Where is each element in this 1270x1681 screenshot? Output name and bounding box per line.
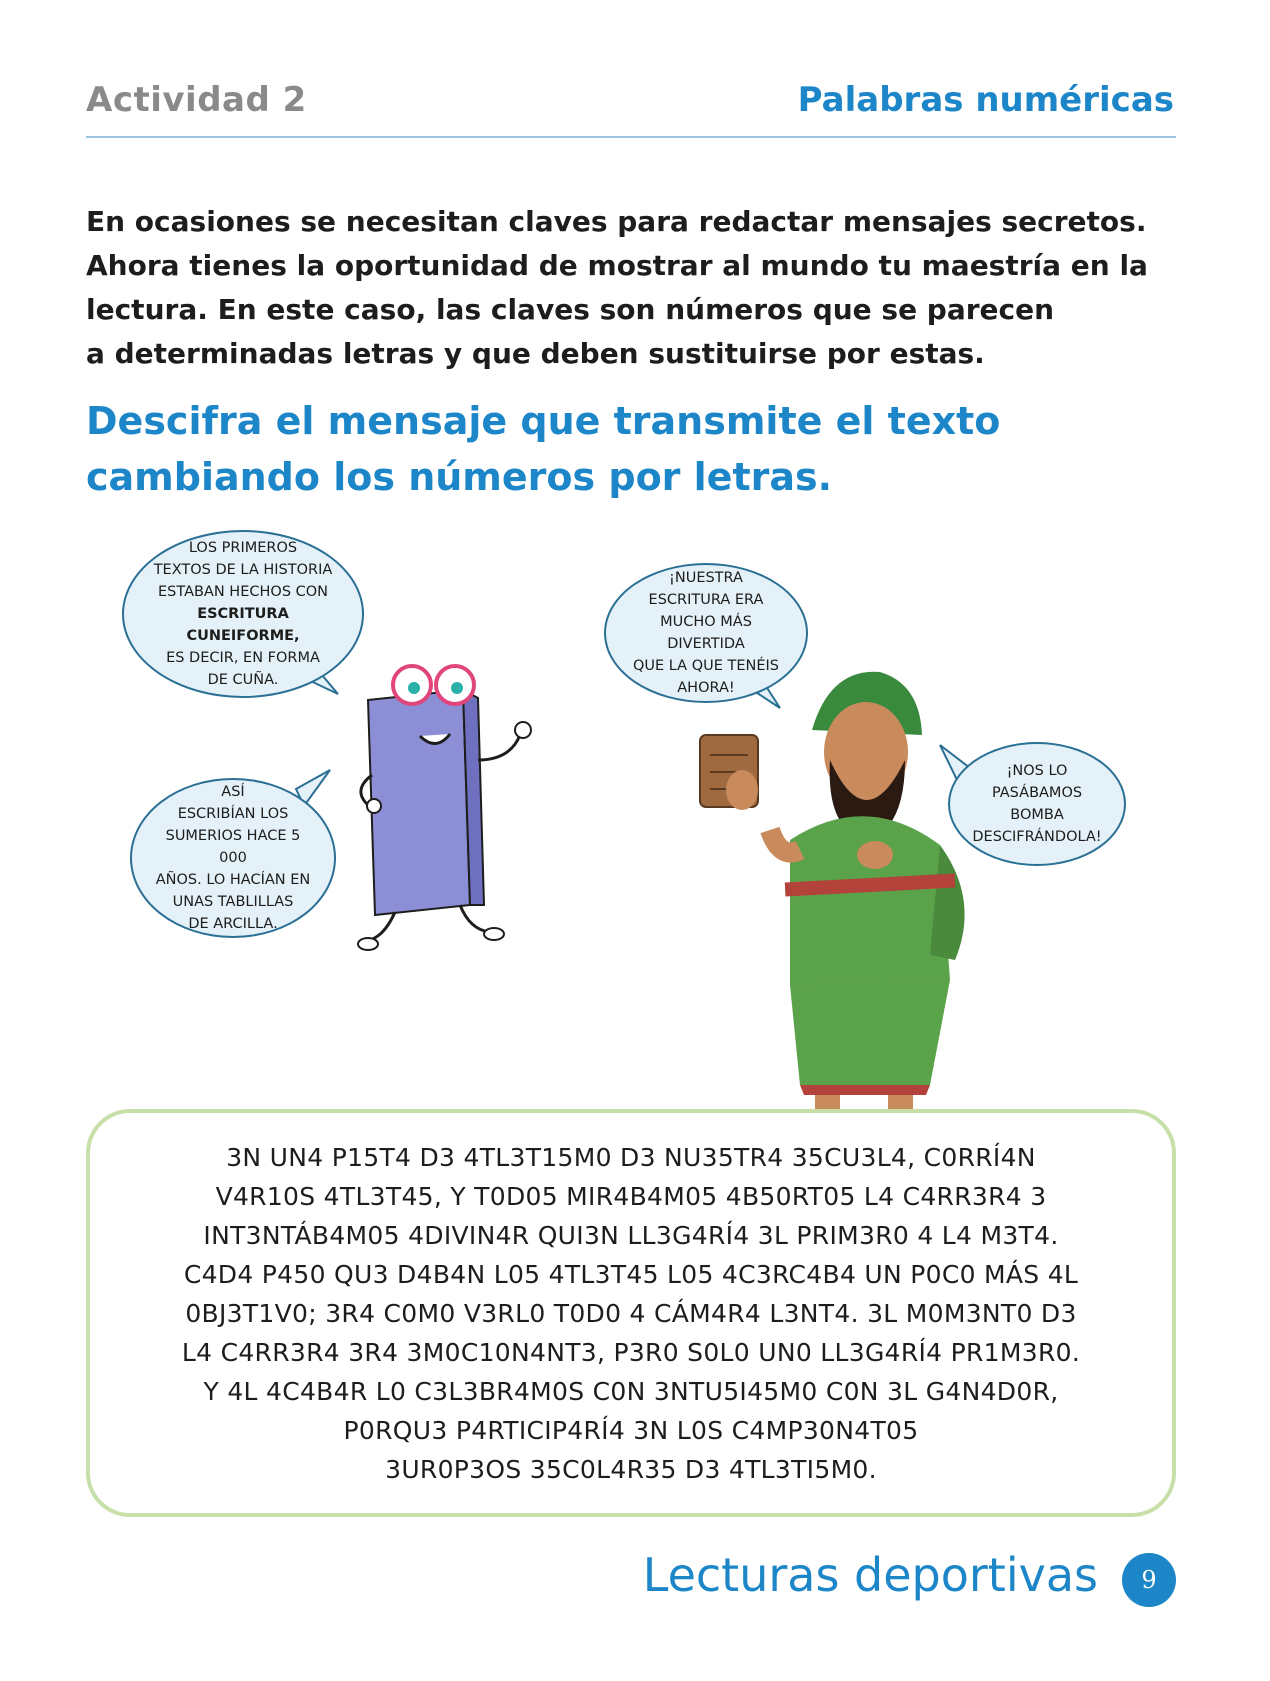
intro-line: En ocasiones se necesitan claves para redactar mensajes secretos. [86, 205, 1147, 238]
message-line: C4D4 P450 QU3 D4B4N L05 4TL3T45 L05 4C3RC4B4 UN P0C0 MÁS 4L [183, 1259, 1079, 1289]
bubble-line: ES DECIR, EN FORMA [166, 650, 320, 666]
message-line: V4R10S 4TL3T45, Y T0D05 MIR4B4M05 4B50RT05 L4 C4RR3R4 3 [215, 1181, 1047, 1211]
bubble-line: ¡NOS LO [1006, 763, 1068, 779]
bubble-line: ¡NUESTRA [669, 570, 743, 586]
intro-line: a determinadas letras y que deben sustituirse por estas. [86, 337, 985, 370]
bubble-line-bold: ESCRITURA CUNEIFORME, [186, 606, 300, 644]
bubble-line: ASÍ [221, 784, 245, 800]
coded-message-box [86, 1109, 1176, 1517]
message-line: L4 C4RR3R4 3R4 3M0C10N4NT3, P3R0 S0L0 UN0 LL3G4RÍ4 PR1M3R0. [181, 1337, 1081, 1367]
bubble-line: AHORA! [677, 680, 735, 696]
intro-line: Ahora tienes la oportunidad de mostrar al mundo tu maestría en la [86, 249, 1148, 282]
bubble-line: ESCRIBÍAN LOS [177, 806, 289, 822]
book-character [358, 666, 531, 950]
bubble-line: QUE LA QUE TENÉIS [632, 658, 780, 674]
activity-topic: Palabras numéricas [797, 80, 1174, 120]
bubble-line: TEXTOS DE LA HISTORIA [153, 562, 333, 578]
message-line: 0BJ3T1V0; 3R4 C0M0 V3RL0 T0D0 4 CÁM4R4 L3NT4. 3L M0M3NT0 D3 [185, 1298, 1077, 1328]
bubble-line: DE CUÑA. [207, 672, 279, 688]
bubble-line: DE ARCILLA. [188, 916, 278, 932]
sumerian-character [700, 672, 965, 1173]
intro-line: lectura. En este caso, las claves son números que se parecen [86, 293, 1055, 326]
activity-label: Actividad 2 [86, 80, 307, 120]
message-line: P0RQU3 P4RTICIP4RÍ4 3N L0S C4MP30N4T05 [343, 1415, 919, 1445]
instruction-line: cambiando los números por letras. [86, 455, 833, 499]
page-number-badge: 9 [1122, 1553, 1176, 1607]
speech-bubble-sumerian-right [948, 742, 1126, 866]
speech-bubble-sumerian-top [604, 563, 808, 703]
bubble-line: ESTABAN HECHOS CON [157, 584, 329, 600]
message-line: Y 4L 4C4B4R L0 C3L3BR4M0S C0N 3NTU5I45M0 C0N 3L G4N4D0R, [203, 1376, 1059, 1406]
message-line: 3UR0P3OS 35C0L4R35 D3 4TL3TI5M0. [385, 1454, 877, 1484]
speech-bubble-book-bottom [130, 778, 336, 938]
bubble-line: PASÁBAMOS [991, 785, 1083, 801]
instruction-line: Descifra el mensaje que transmite el texto [86, 399, 1001, 443]
message-line: 3N UN4 P15T4 D3 4TL3T15M0 D3 NU35TR4 35CU3L4, C0RRÍ4N [226, 1142, 1036, 1172]
bubble-line: DESCIFRÁNDOLA! [972, 829, 1102, 845]
bubble-line: MUCHO MÁS DIVERTIDA [660, 614, 752, 652]
bubble-line: AÑOS. LO HACÍAN EN [155, 872, 311, 888]
speech-bubble-book-top [122, 530, 364, 698]
message-line: INT3NTÁB4M05 4DIVIN4R QUI3N LL3G4RÍ4 3L PRIM3R0 4 L4 M3T4. [203, 1220, 1059, 1250]
bubble-line: LOS PRIMEROS [188, 540, 298, 556]
bubble-line: SUMERIOS HACE 5 000 [165, 828, 301, 866]
bubble-line: ESCRITURA ERA [648, 592, 764, 608]
series-title: Lecturas deportivas [642, 1548, 1098, 1602]
bubble-line: BOMBA [1010, 807, 1064, 823]
bubble-line: UNAS TABLILLAS [172, 894, 294, 910]
